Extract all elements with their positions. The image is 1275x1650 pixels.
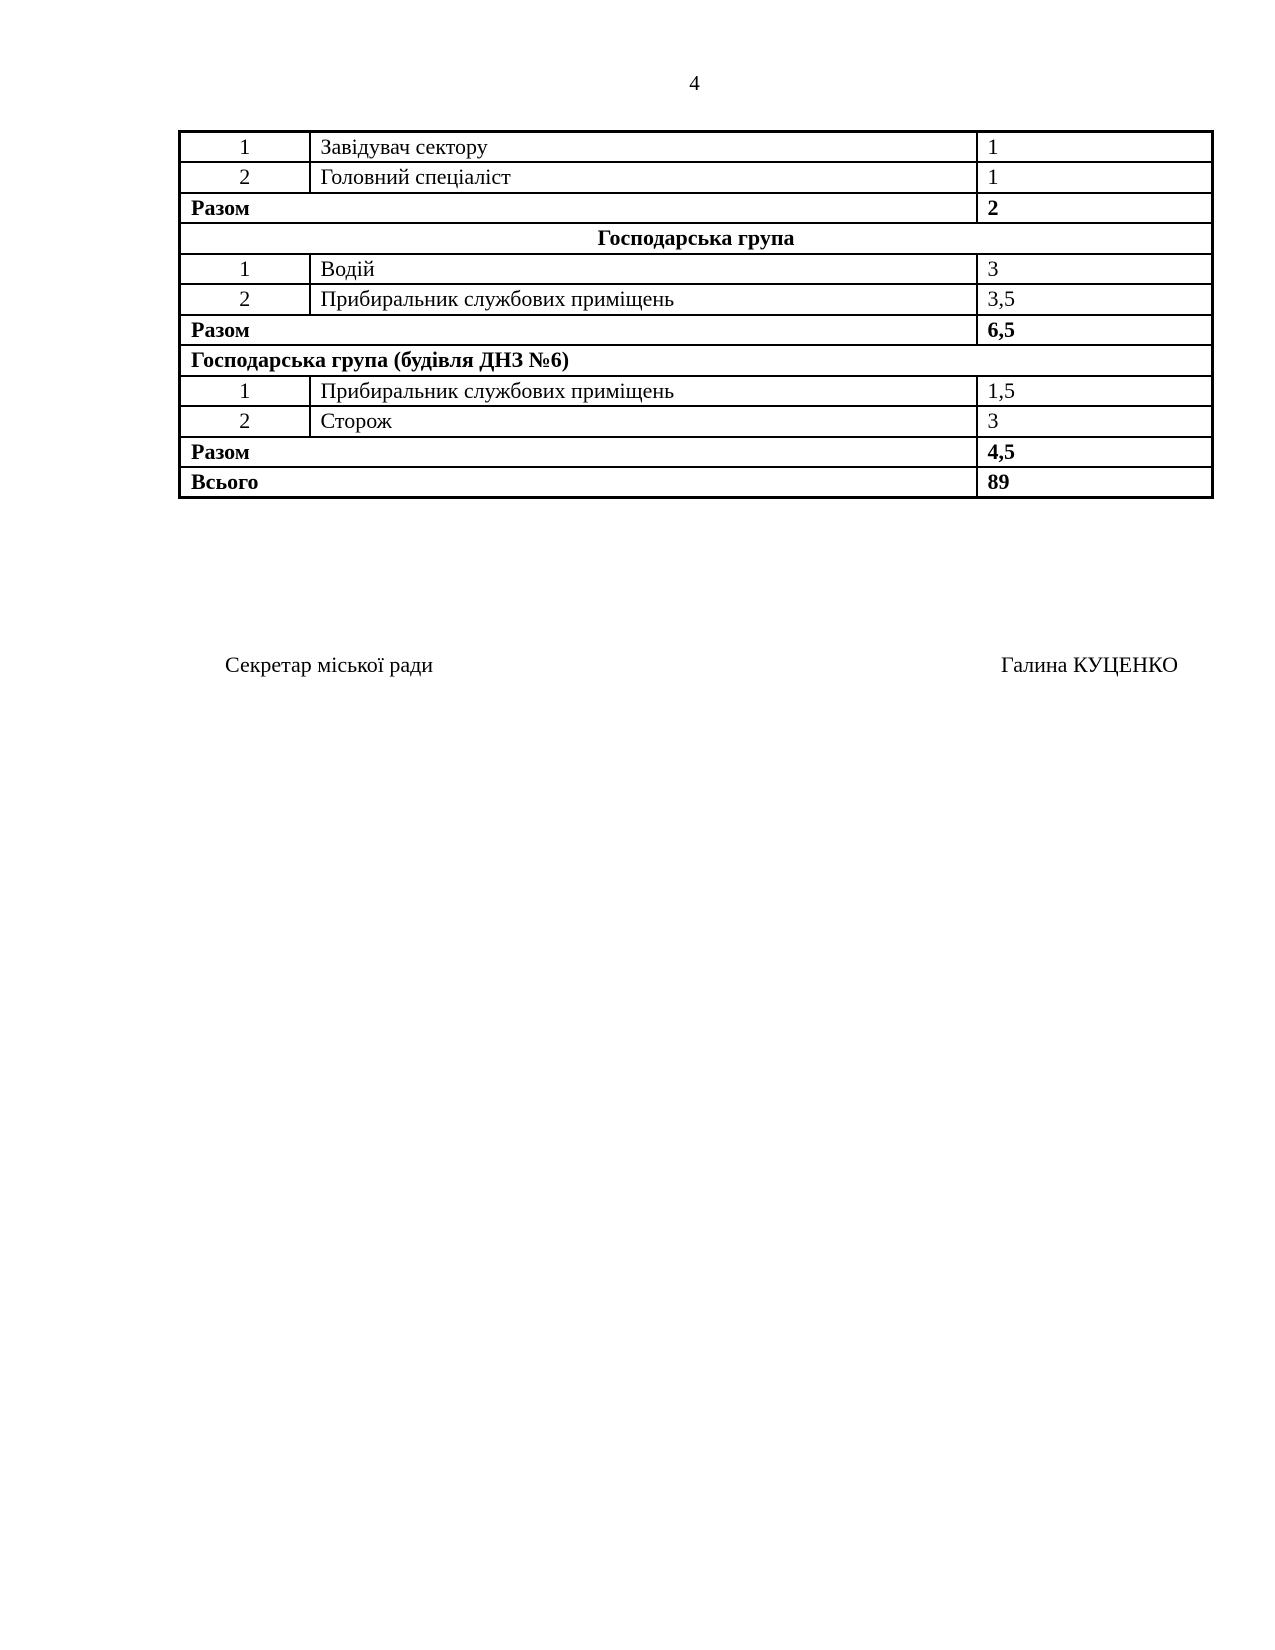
signature-name: Галина КУЦЕНКО [1001, 652, 1178, 677]
table-row-total [180, 193, 1213, 224]
section-header-cell: Господарська група [180, 223, 1213, 254]
signature-row [225, 651, 1178, 679]
table-row-section [180, 345, 1213, 376]
row-number-cell: 1 [180, 376, 310, 407]
total-label-cell: Разом [180, 437, 977, 468]
table-row-grand-total [180, 467, 1213, 498]
row-number-cell: 2 [180, 406, 310, 437]
count-cell: 3 [977, 254, 1213, 285]
table-row [180, 376, 1213, 407]
total-label-cell: Разом [180, 193, 977, 224]
count-cell: 1 [977, 132, 1213, 163]
count-cell: 1,5 [977, 376, 1213, 407]
table-row-total [180, 437, 1213, 468]
row-number-cell: 1 [180, 254, 310, 285]
position-cell: Сторож [310, 406, 977, 437]
grand-total-count-cell: 89 [977, 467, 1213, 498]
position-cell: Завідувач сектору [310, 132, 977, 163]
position-cell: Головний спеціаліст [310, 162, 977, 193]
table-row-section [180, 223, 1213, 254]
count-cell: 3 [977, 406, 1213, 437]
total-count-cell: 6,5 [977, 315, 1213, 346]
total-label-cell: Разом [180, 315, 977, 346]
total-count-cell: 4,5 [977, 437, 1213, 468]
section-header-cell: Господарська група (будівля ДНЗ №6) [180, 345, 1213, 376]
table-row [180, 162, 1213, 193]
signature-role: Секретар міської ради [225, 652, 434, 677]
row-number-cell: 2 [180, 162, 310, 193]
position-cell: Прибиральник службових приміщень [310, 284, 977, 315]
grand-total-label-cell: Всього [180, 467, 977, 498]
position-cell: Водій [310, 254, 977, 285]
table-row [180, 284, 1213, 315]
row-number-cell: 2 [180, 284, 310, 315]
position-cell: Прибиральник службових приміщень [310, 376, 977, 407]
table-row-total [180, 315, 1213, 346]
table-row [180, 132, 1213, 163]
staff-table [178, 130, 1214, 499]
row-number-cell: 1 [180, 132, 310, 163]
total-count-cell: 2 [977, 193, 1213, 224]
page-number: 4 [689, 71, 700, 95]
count-cell: 3,5 [977, 284, 1213, 315]
table-row [180, 406, 1213, 437]
count-cell: 1 [977, 162, 1213, 193]
table-row [180, 254, 1213, 285]
